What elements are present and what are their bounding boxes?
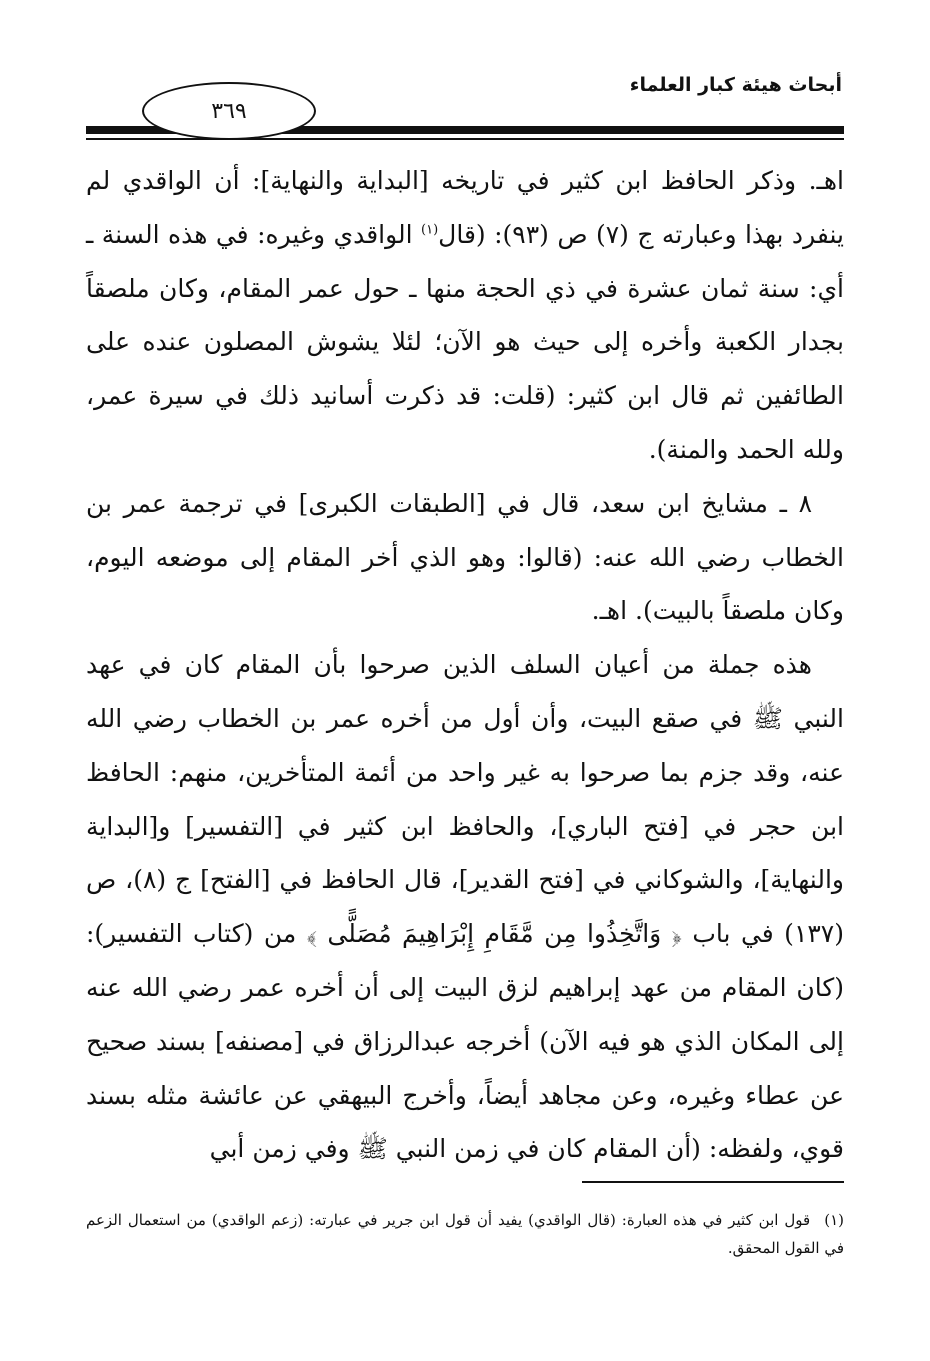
paragraph-3: هذه جملة من أعيان السلف الذين صرحوا بأن المقام كان في عهد النبي ﷺ في صقع البيت، وأن أول من أخره عمر بن الخطاب رضي الله عنه، وقد جزم بما صرحوا به غير واحد من أئمة المتأخرين، منهم: الحافظ ابن حجر في [فتح الباري]، والحافظ ابن كثير في [التفسير] و[البداية والنهاية]، والشوكاني في [فتح القدير]، قال الحافظ في [الفتح] ج (٨)، ص (١٣٧) في باب ﴿ وَاتَّخِذُوا مِن مَّقَامِ إِبْرَاهِيمَ مُصَلًّى ﴾ من (كتاب التفسير): (كان المقام من عهد إبراهيم لزق البيت إلى أن أخره عمر رضي الله عنه إلى المكان الذي هو فيه الآن) أخرجه عبدالرزاق في [مصنفه] بسند صحيح عن عطاء وغيره، وعن مجاهد أيضاً، وأخرج البيهقي عن عائشة مثله بسند قوي، ولفظه: (أن المقام كان في زمن النبي ﷺ وفي زمن أبي xyxy=(86,650,844,1164)
footnote-separator xyxy=(582,1181,844,1183)
footnote-number: (١) xyxy=(824,1211,844,1229)
paragraph-2: ٨ ـ مشايخ ابن سعد، قال في [الطبقات الكبرى] في ترجمة عمر بن الخطاب رضي الله عنه: (قالوا: وهو الذي أخر المقام إلى موضعه اليوم، وكان ملصقاً بالبيت). اهـ. xyxy=(86,488,844,626)
paragraph-1-continuation: الواقدي وغيره: في هذه السنة ـ أي: سنة ثمان عشرة في ذي الحجة منها ـ حول عمر المقام، وكان ملصقاً بجدار الكعبة وأخره إلى حيث هو الآن؛ لئلا يشوش المصلون عنده على الطائفين ثم قال ابن كثير: (قلت: قد ذكرت أسانيد ذلك في سيرة عمر، ولله الحمد والمنة). xyxy=(86,219,844,464)
footnote-1 xyxy=(86,1206,844,1262)
footnote-reference: (١) xyxy=(421,222,439,238)
paragraph-1 xyxy=(86,154,844,477)
footnotes xyxy=(86,1206,844,1262)
footnote-text: قول ابن كثير في هذه العبارة: (قال الواقدي) يفيد أن قول ابن جرير في عبارته: (زعم الواقدي) من استعمال الزعم في القول المحقق. xyxy=(86,1211,844,1257)
running-title: أبحاث هيئة كبار العلماء xyxy=(629,74,842,96)
body-text xyxy=(86,154,844,1176)
page-number: ٣٦٩ xyxy=(142,82,316,140)
paragraph-1-text: اهـ. وذكر الحافظ ابن كثير في تاريخه [البداية والنهاية]: أن الواقدي لم ينفرد بهذا وعبارته ج (٧) ص (٩٣): (قال xyxy=(86,166,845,249)
